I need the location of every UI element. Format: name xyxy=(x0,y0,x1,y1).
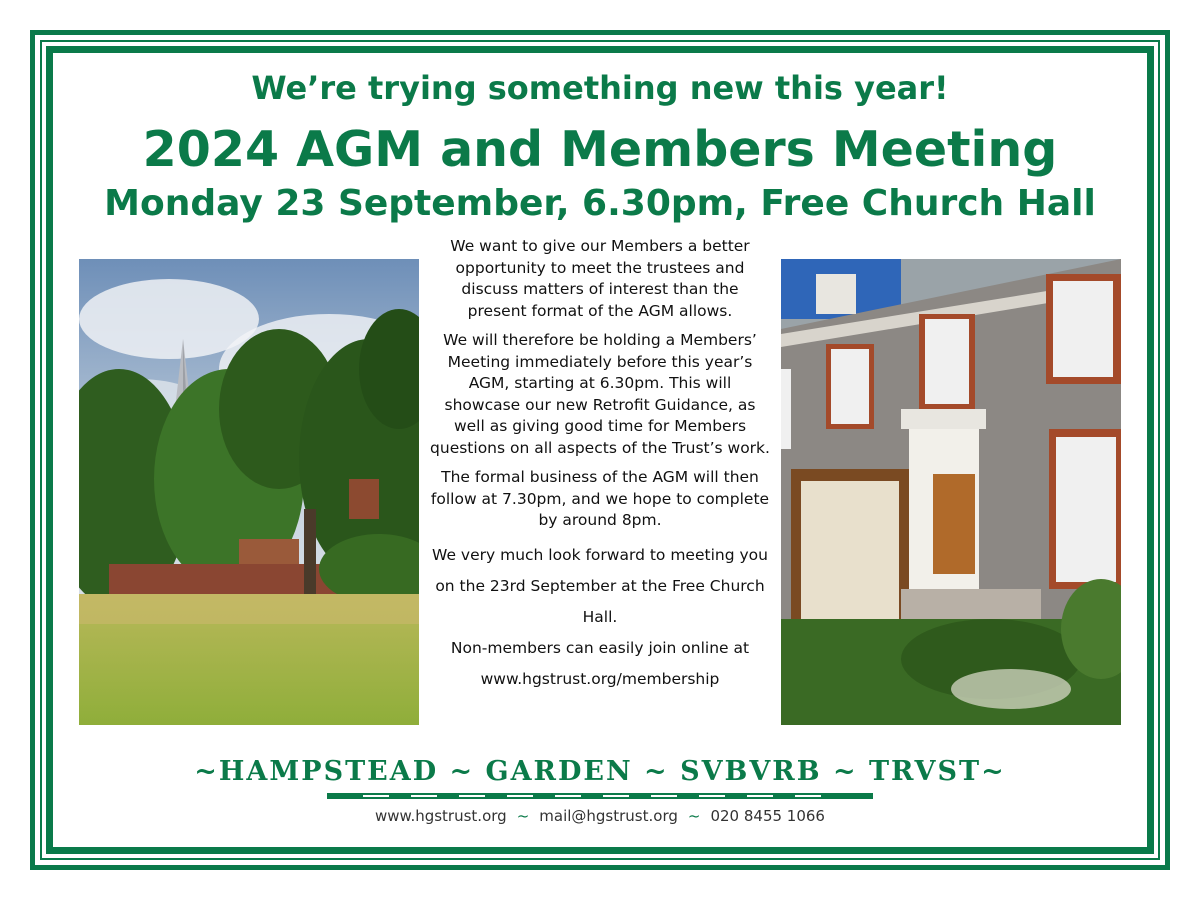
church-spire-photo xyxy=(79,259,419,725)
membership-paragraph: Non-members can easily join online at www.hgstrust.org/membership xyxy=(450,638,750,688)
agm-business-paragraph: The formal business of the AGM will then follow at 7.30pm, and we hope to complete by around 8pm. xyxy=(430,468,770,529)
intro-heading: We’re trying something new this year! xyxy=(251,69,949,107)
intro-paragraph: We want to give our Members a better opportunity to meet the trustees and discuss matters of interest than the present format of the AGM allows. xyxy=(450,237,750,320)
event-date-heading: Monday 23 September, 6.30pm, Free Church Hall xyxy=(104,183,1096,224)
email-link[interactable]: mail@hgstrust.org xyxy=(539,807,678,825)
separator: ~ xyxy=(516,807,530,825)
phone-number: 020 8455 1066 xyxy=(710,807,825,825)
event-description xyxy=(430,236,770,695)
closing-paragraph: We very much look forward to meeting you on the 23rd September at the Free Church Hall. xyxy=(432,545,768,626)
website-link[interactable]: www.hgstrust.org xyxy=(375,807,507,825)
trust-logo: ~HAMPSTEAD ~ GARDEN ~ SVBVRB ~ TRVST~ xyxy=(194,756,1006,787)
logo-underline xyxy=(327,793,873,799)
members-meeting-paragraph: We will therefore be holding a Members’ Meeting immediately before this year’s AGM, starting at 6.30pm. This will showcase our new Retrofit Guidance, as well as giving good time for Members questions on all aspects of the Trust’s work. xyxy=(430,331,770,457)
page-title: 2024 AGM and Members Meeting xyxy=(142,121,1058,178)
separator: ~ xyxy=(687,807,701,825)
contact-line xyxy=(0,804,1200,828)
free-church-hall-photo xyxy=(781,259,1121,725)
